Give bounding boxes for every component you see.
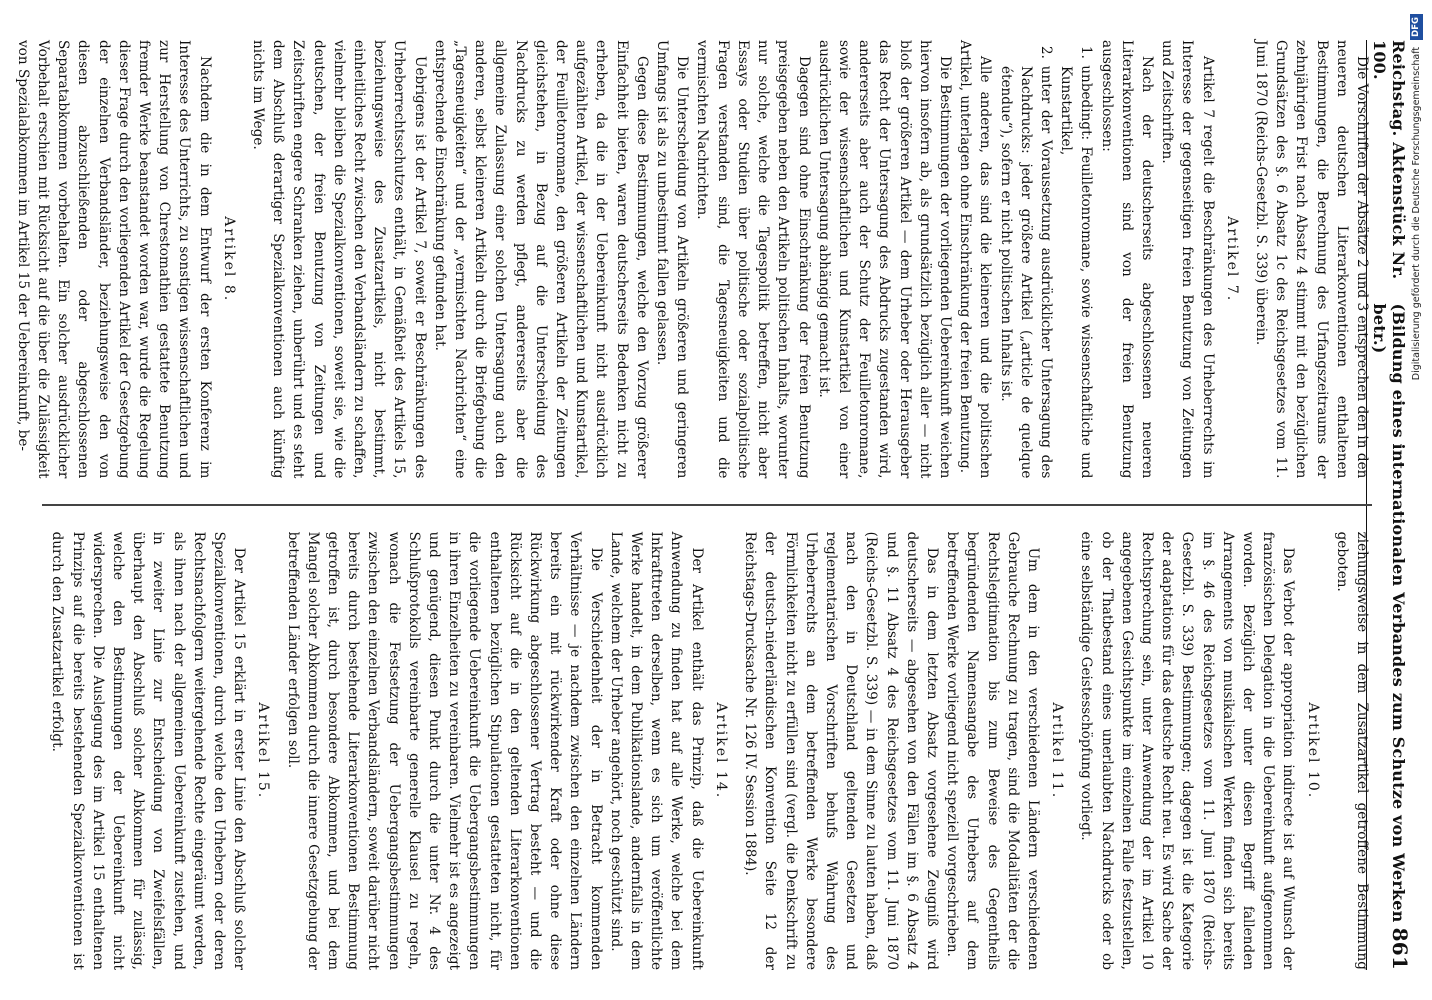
heading-article-14: Artikel 14. <box>712 702 729 800</box>
paragraph: Das in dem letzten Absatz vorgesehene Zeugniß wird deutscherseits — abgesehen von den Fällen im §. 6 Absatz 4 und §. 11 Absatz 4 des Reichsgesetzes vom 11. Juni 1870 (Reichs-Gesetzbl. S. 339) — in dem Sinne zu lauten haben, daß nach den in Deutschland geltenden Gesetzen und reglementarischen Vorschriften behufs Wahrung des Urheberrechts an dem betreffenden Werke besondere Förmlichkeiten nicht zu erfüllen sind (vergl. die Denkschrift zu der deutsch-niederländischen Konvention Seite 12 der Reichstags-Drucksache Nr. 126 IV. Session 1884). <box>742 531 940 970</box>
header-middle: (Bildung eines internationalen Verbandes zum Schutze von Werken betr.) <box>1370 303 1408 923</box>
heading-article-7: Artikel 7. <box>1223 216 1240 303</box>
paragraph: ziehungsweise in dem Zusatzartikel getroffene Bestimmung geboten. <box>1333 531 1370 970</box>
page-number: 861 <box>1388 927 1412 970</box>
column-right <box>42 532 1372 970</box>
credit-text: Digitalisierung gefördert durch die Deutsche Forschungsgemeinschaft <box>1411 46 1422 381</box>
paragraph: Nach der deutscherseits abgeschlossenen neueren Literarkonventionen sind von der freien Benutzung ausgeschlossen: <box>1098 40 1155 479</box>
digitization-sidebar <box>1404 0 1430 1000</box>
enumeration-item-2: 2. unter der Voraussetzung ausdrücklicher Untersagung des Nachdrucks: jeder größere Artikel („article de quelque étendue“), sofern er nicht politischen Inhalts ist. <box>997 46 1054 479</box>
digitization-credit <box>1404 0 1430 1000</box>
paragraph: Das Verbot der appropriation indirecte ist auf Wunsch der französischen Delegation in die Uebereinkunft aufgenommen worden. Bezüglich der unter diesen Begriff fallenden Arrangements von musikalischen Werken finden sich bereits im §. 46 des Reichsgesetzes vom 11. Juni 1870 (Reichs-Gesetzbl. S. 339) Bestimmungen; dagegen ist die Kategorie der adaptations für das deutsche Recht neu. Es wird Sache der Rechtsprechung sein, unter Anwendung der im Artikel 10 angegebenen Gesichtspunkte im einzelnen Falle festzustellen, ob der Thatbestand eines unerlaubten Nachdrucks oder ob eine selbständige Geistesschöpfung vorliegt. <box>1078 531 1297 970</box>
heading-article-11: Artikel 11. <box>1049 702 1066 800</box>
paragraph: Um dem in den verschiedenen Ländern verschiedenen Gebrauche Rechnung zu tragen, sind die Modalitäten der die Rechtslegitimation bis zum Beweise des Gegentheils begründenden Namensangabe des Urhebers auf dem betreffenden Werke vorliegend nicht speziell vorgeschrieben. <box>944 531 1041 970</box>
enumeration-item-1: 1. unbedingt: Feuilletonromane, sowie wissenschaftliche und Kunstartikel, <box>1058 46 1095 479</box>
header-left: Reichstag. Aktenstück Nr. 100. <box>1370 40 1408 280</box>
heading-article-15: Artikel 15. <box>255 702 272 800</box>
paragraph: Die Unterscheidung von Artikeln größeren und geringeren Umfangs ist als zu unbestimmt fallen gelassen. <box>654 40 691 479</box>
page-inner <box>14 40 1412 970</box>
dfg-logo: DFG <box>1410 14 1423 40</box>
column-divider <box>42 504 1372 505</box>
paragraph: Dagegen sind ohne Einschränkung der freien Benutzung preisgegeben neben den Artikeln politischen Inhalts, worunter nur solche, welche die Tagespolitik betreffen, nicht aber Essays oder Studien über politische oder sozialpolitische Fragen verstanden sind, die Tagesneuigkeiten und die vermischten Nachrichten. <box>694 40 812 479</box>
heading-article-8: Artikel 8. <box>220 216 237 303</box>
paragraph: Nachdem die in dem Entwurf der ersten Konferenz im Interesse des Unterrichts, zu sonstigen wissenschaftlichen und zur Herstellung von Chrestomathien gestattete Benutzung fremder Werke beanstandet worden war, wurde die Regelung dieser Frage durch den vorliegenden Artikel der Gesetzgebung der einzelnen Verbandsländer, beziehungsweise den von diesen abzuschließenden oder abgeschlossenen Separatabkommen vorbehalten. Ein solcher ausdrücklicher Vorbehalt erschien mit Rücksicht auf die über die Zulässigkeit von Spezialabkommen im Artikel 15 der Uebereinkunft, be- <box>14 40 213 479</box>
paragraph: Der Artikel 15 erklärt in erster Linie den Abschluß solcher Spezialkonventionen, durch welche den Urhebern oder deren Rechtsnachfolgern weitergehende Rechte eingeräumt werden, als ihnen nach der allgemeinen Uebereinkunft zustehen, und in zweiter Linie zur Entscheidung von Zweifelsfällen, überhaupt den Abschluß solcher Abkommen für zulässig, welche den Bestimmungen der Uebereinkunft nicht widersprechen. Die Auslegung des im Artikel 15 enthaltenen Prinzips auf die bereits bestehenden Spezialkonventionen ist durch den Zusatzartikel erfolgt. <box>49 531 248 970</box>
paragraph: Der Artikel enthält das Prinzip, daß die Uebereinkunft Anwendung zu finden hat auf alle Werke, welche bei dem Inkrafttreten derselben, wenn es sich um veröffentlichte Werke handelt, in dem Publikationslande, andernfalls in dem Lande, welchem der Urheber angehört, noch geschützt sind. <box>607 531 705 970</box>
column-left <box>14 40 1372 479</box>
paragraph: Die Verschiedenheit der in Betracht kommenden Verhältnisse — je nachdem zwischen den einzelnen Ländern bereits ein mit rückwirkender Kraft oder ohne diese Rückwirkung abgeschlossener Vertrag besteht — und die Rücksicht auf die in den geltenden Literarkonventionen enthaltenen bezüglichen Stipulationen gestatteten nicht, für die vorliegende Uebereinkunft die Uebergangsbestimmungen in ihren Einzelheiten zu vereinbaren. Vielmehr ist es angezeigt und genügend, diesen Punkt durch die unter Nr. 4 des Schlußprotokolls vereinbarte generelle Klausel zu regeln, wonach die Festsetzung der Uebergangsbestimmungen zwischen den einzelnen Verbandsländern, soweit darüber nicht bereits durch bestehende Literarkonventionen Bestimmung getroffen ist, durch besondere Abkommen, und bei dem Mangel solcher Abkommen durch die innere Gesetzgebung der betreffenden Länder erfolgen soll. <box>284 531 604 970</box>
paragraph: Gegen diese Bestimmungen, welche den Vorzug größerer Einfachheit bieten, waren deutscherseits Bedenken nicht zu erheben, da die in der Uebereinkunft nicht ausdrücklich aufgezählten Artikel, der wissenschaftlichen und Kunstartikel, der Feuilletonromane, den größeren Artikeln der Zeitungen gleichstehen, in Bezug auf die Unterscheidung des Nachdrucks zu werden pflegt, andererseits aber die allgemeine Zulassung einer solchen Untersagung auch den anderen, selbst kleineren Artikeln durch die Briefgebung die „Tagesneuigkeiten“ und der „vermischten Nachrichten“ eine entsprechende Einschränkung gefunden hat. <box>431 40 650 479</box>
paragraph: Alle anderen, das sind die kleineren und die politischen Artikel, unterlagen ohne Einschränkung der freien Benutzung. <box>957 40 994 479</box>
paragraph: Die Bestimmungen der vorliegenden Uebereinkunft weichen hiervon insofern ab, als grundsätzlich bezüglich aller — nicht bloß der größeren Artikel — dem Urheber oder Herausgeber das Recht der Untersagung des Abdrucks zugestanden wird, andererseits aber auch der Schutz der Feuilletonromane, sowie der wissenschaftlichen und Kunstartikel von einer ausdrücklichen Untersagung abhängig gemacht ist. <box>815 40 953 479</box>
paragraph: Uebrigens ist der Artikel 7, soweit er Beschränkungen des Urheberrechtsschutzes enthält, in Gemäßheit des Artikels 15, beziehungsweise des Zusatzartikels, nicht bestimmt, einheitliches Recht zwischen den Verbandsländern zu schaffen, vielmehr bleiben die Spezialkonventionen, soweit sie, wie die deutschen, der freien Benutzung von Zeitungen und Zeitschriften engere Schranken ziehen, unberührt und es steht dem Abschluß derartiger Spezialkonventionen auch künftig nichts im Wege. <box>250 40 428 479</box>
text-columns <box>14 40 1372 970</box>
heading-article-10: Artikel 10. <box>1304 702 1321 800</box>
paragraph: Artikel 7 regelt die Beschränkungen des Urheberrechts im Interesse der gegenseitigen freien Benutzung von Zeitungen und Zeitschriften. <box>1159 40 1216 479</box>
paragraph: Die Vorschriften der Absätze 2 und 3 entsprechen den in den neueren deutschen Literarkonventionen enthaltenen Bestimmungen, die Berechnung des Urfangszeitraums der zehnjährigen Frist nach Absatz 4 stimmt mit den bezüglichen Grundsätzen des §. 6 Absatz 1c des Reichsgesetzes vom 11. Juni 1870 (Reichs-Gesetzbl. S. 339) überein. <box>1252 40 1370 479</box>
